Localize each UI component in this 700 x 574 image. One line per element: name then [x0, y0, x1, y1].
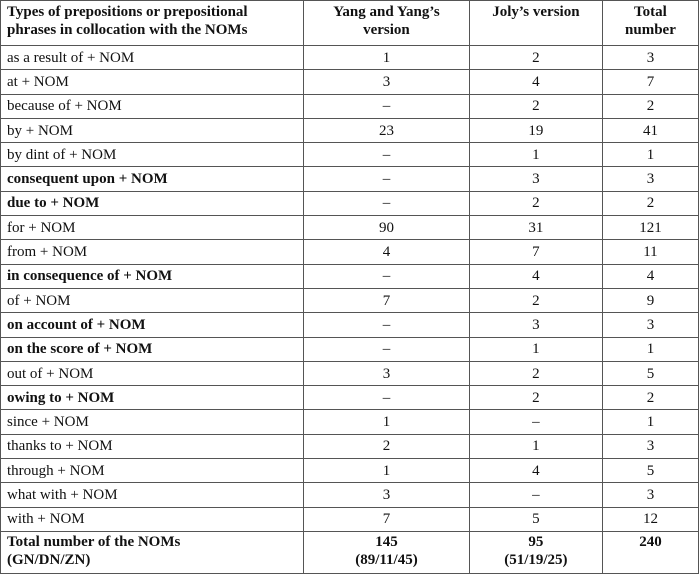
row-yang-count: – [304, 386, 470, 410]
row-total-count: 1 [602, 410, 698, 434]
total-row [1, 531, 699, 573]
row-joly-count: 1 [469, 337, 602, 361]
row-label: by + NOM [1, 118, 304, 142]
row-label: because of + NOM [1, 94, 304, 118]
row-joly-count: 3 [469, 313, 602, 337]
row-total-count: 2 [602, 191, 698, 215]
row-label: through + NOM [1, 459, 304, 483]
row-total-count: 4 [602, 264, 698, 288]
table-row [1, 410, 699, 434]
row-yang-count: 3 [304, 361, 470, 385]
table-row [1, 459, 699, 483]
row-joly-count: 2 [469, 361, 602, 385]
table-row [1, 386, 699, 410]
row-label: on the score of + NOM [1, 337, 304, 361]
row-label: due to + NOM [1, 191, 304, 215]
row-joly-count: 2 [469, 94, 602, 118]
row-yang-count: – [304, 264, 470, 288]
row-total-count: 11 [602, 240, 698, 264]
row-label: owing to + NOM [1, 386, 304, 410]
table-header [1, 1, 699, 46]
row-label: for + NOM [1, 216, 304, 240]
row-label: since + NOM [1, 410, 304, 434]
row-total-count: 3 [602, 434, 698, 458]
table-row [1, 216, 699, 240]
row-label: in consequence of + NOM [1, 264, 304, 288]
row-total-count: 2 [602, 94, 698, 118]
row-joly-count: 4 [469, 459, 602, 483]
table-row [1, 337, 699, 361]
row-joly-count: 3 [469, 167, 602, 191]
row-yang-count: 2 [304, 434, 470, 458]
row-joly-count: 19 [469, 118, 602, 142]
row-joly-count: 31 [469, 216, 602, 240]
grand-total [602, 531, 698, 573]
row-total-count: 2 [602, 386, 698, 410]
header-total: Total number [602, 1, 698, 46]
total-yang [304, 531, 470, 573]
header-yang: Yang and Yang’s version [304, 1, 470, 46]
total-label-line2: (GN/DN/ZN) [7, 551, 91, 568]
total-joly [469, 531, 602, 573]
row-label: at + NOM [1, 70, 304, 94]
row-label: out of + NOM [1, 361, 304, 385]
table-row [1, 313, 699, 337]
table-row [1, 46, 699, 70]
row-joly-count: 5 [469, 507, 602, 531]
table-row [1, 191, 699, 215]
table-row [1, 70, 699, 94]
row-joly-count: – [469, 483, 602, 507]
grand-total-value: 240 [639, 533, 662, 550]
row-yang-count: 4 [304, 240, 470, 264]
table-row [1, 434, 699, 458]
row-total-count: 3 [602, 483, 698, 507]
row-label: what with + NOM [1, 483, 304, 507]
row-yang-count: – [304, 191, 470, 215]
table-body [1, 46, 699, 532]
table-row [1, 240, 699, 264]
row-joly-count: 4 [469, 70, 602, 94]
row-yang-count: – [304, 337, 470, 361]
table-row [1, 483, 699, 507]
row-yang-count: – [304, 313, 470, 337]
row-total-count: 5 [602, 459, 698, 483]
row-yang-count: – [304, 94, 470, 118]
row-joly-count: 1 [469, 434, 602, 458]
row-label: on account of + NOM [1, 313, 304, 337]
row-joly-count: 4 [469, 264, 602, 288]
row-joly-count: 2 [469, 191, 602, 215]
row-total-count: 1 [602, 143, 698, 167]
row-yang-count: 23 [304, 118, 470, 142]
row-label: thanks to + NOM [1, 434, 304, 458]
table-row [1, 167, 699, 191]
row-yang-count: 90 [304, 216, 470, 240]
row-total-count: 9 [602, 288, 698, 312]
row-yang-count: – [304, 143, 470, 167]
row-joly-count: 7 [469, 240, 602, 264]
total-label-line1: Total number of the NOMs [7, 533, 181, 550]
row-total-count: 5 [602, 361, 698, 385]
header-joly: Joly’s version [469, 1, 602, 46]
row-total-count: 121 [602, 216, 698, 240]
row-total-count: 3 [602, 313, 698, 337]
table-row [1, 361, 699, 385]
total-label [1, 531, 304, 573]
row-label: of + NOM [1, 288, 304, 312]
table-row [1, 507, 699, 531]
row-label: from + NOM [1, 240, 304, 264]
row-yang-count: 1 [304, 410, 470, 434]
header-row [1, 1, 699, 46]
row-joly-count: 1 [469, 143, 602, 167]
total-joly-value: 95 [528, 533, 544, 550]
row-yang-count: 7 [304, 507, 470, 531]
header-type: Types of prepositions or prepositional phrases in collocation with the NOMs [1, 1, 304, 46]
table-row [1, 264, 699, 288]
table-footer [1, 531, 699, 573]
row-total-count: 41 [602, 118, 698, 142]
row-joly-count: 2 [469, 46, 602, 70]
table-row [1, 94, 699, 118]
row-yang-count: 3 [304, 483, 470, 507]
row-yang-count: 7 [304, 288, 470, 312]
row-yang-count: – [304, 167, 470, 191]
row-joly-count: 2 [469, 386, 602, 410]
row-yang-count: 1 [304, 459, 470, 483]
row-total-count: 1 [602, 337, 698, 361]
row-joly-count: – [469, 410, 602, 434]
row-yang-count: 3 [304, 70, 470, 94]
table-row [1, 288, 699, 312]
table-row [1, 118, 699, 142]
row-total-count: 3 [602, 46, 698, 70]
row-label: with + NOM [1, 507, 304, 531]
table-row [1, 143, 699, 167]
row-total-count: 3 [602, 167, 698, 191]
total-yang-breakdown: (89/11/45) [355, 551, 418, 568]
row-label: as a result of + NOM [1, 46, 304, 70]
row-total-count: 12 [602, 507, 698, 531]
row-total-count: 7 [602, 70, 698, 94]
total-yang-value: 145 [375, 533, 398, 550]
row-label: consequent upon + NOM [1, 167, 304, 191]
row-joly-count: 2 [469, 288, 602, 312]
row-label: by dint of + NOM [1, 143, 304, 167]
row-yang-count: 1 [304, 46, 470, 70]
total-joly-breakdown: (51/19/25) [504, 551, 568, 568]
